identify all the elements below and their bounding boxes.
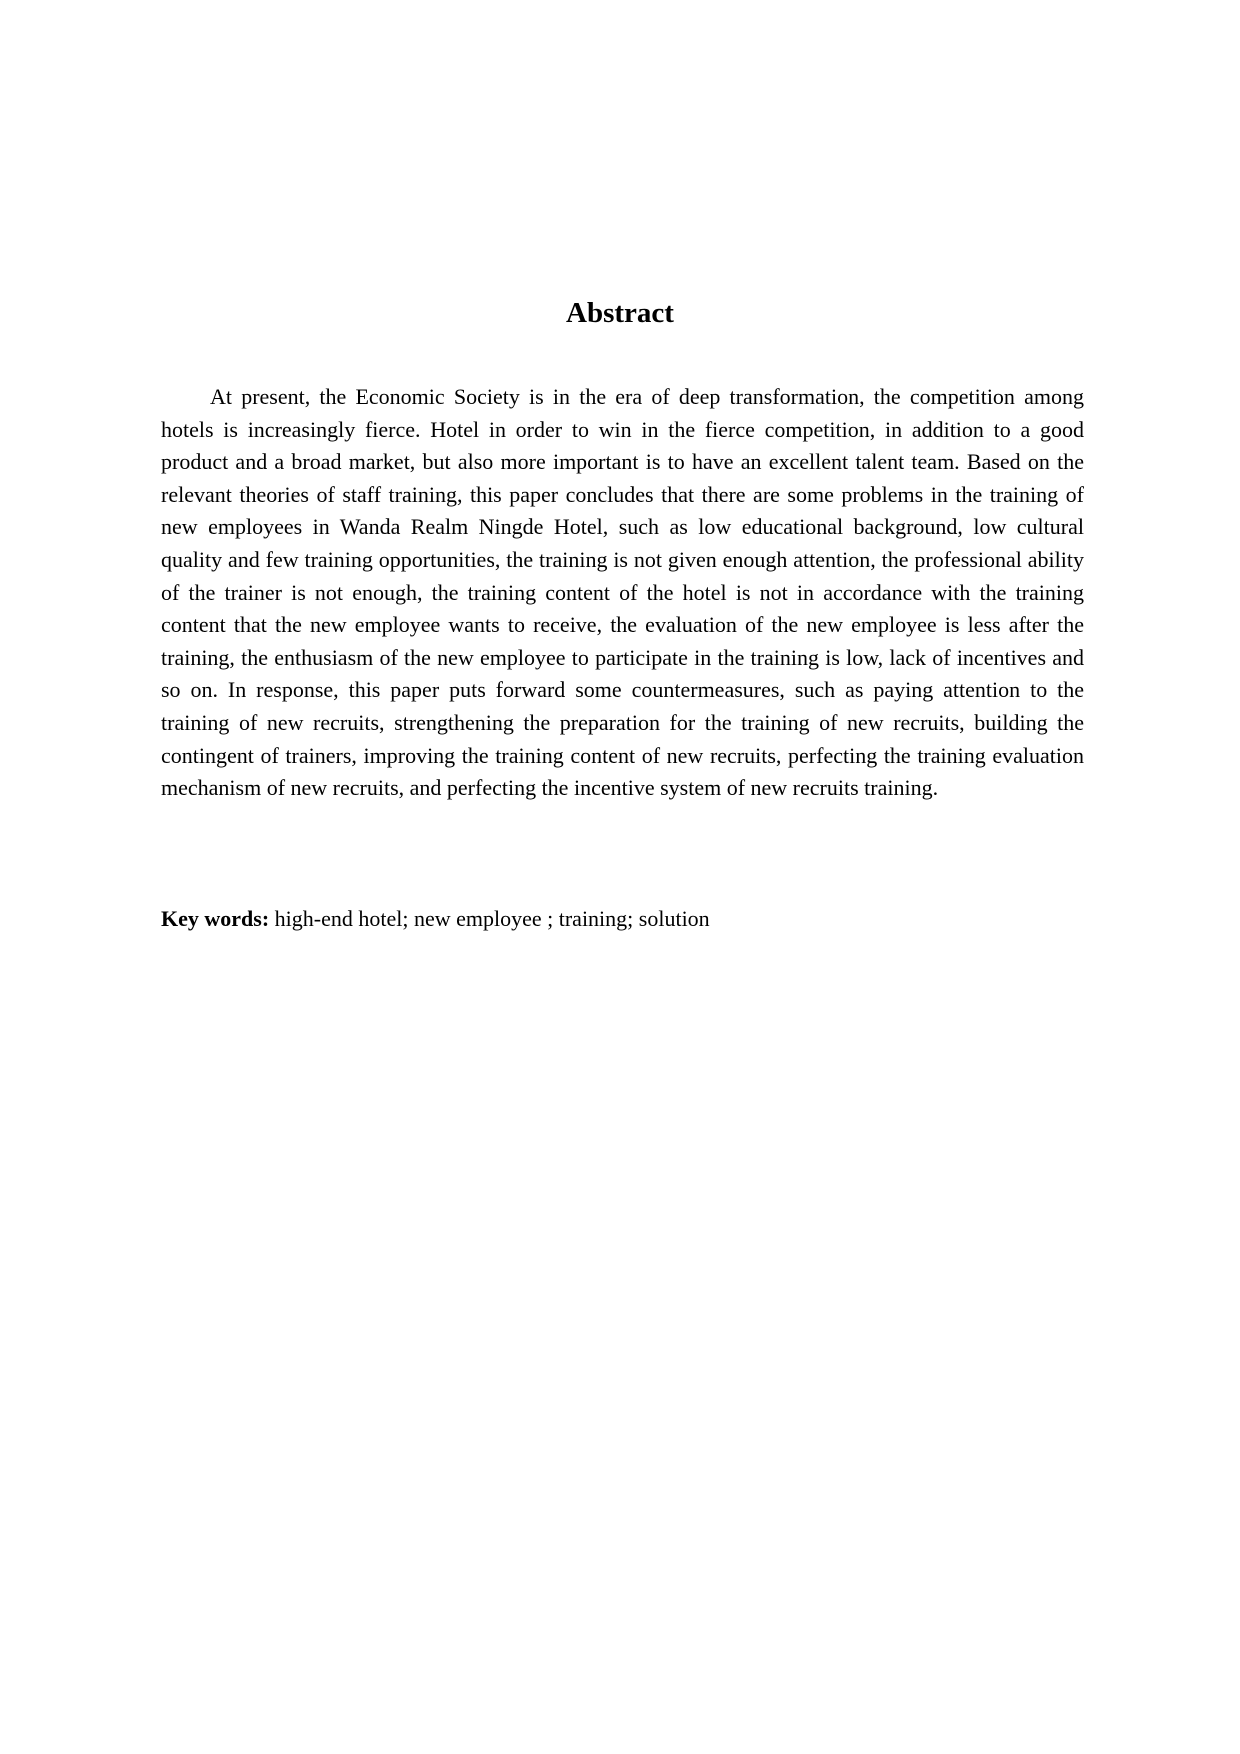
keywords-text: high-end hotel; new employee ; training; solution: [269, 906, 710, 931]
abstract-paragraph: At present, the Economic Society is in the era of deep transformation, the competition among hotels is increasingly fierce. Hotel in order to win in the fierce competition, in addition to a good product and a broad market, but also more important is to have an excellent talent team. Based on the relevant theories of staff training, this paper concludes that there are some problems in the training of new employees in Wanda Realm Ningde Hotel, such as low educational background, low cultural quality and few training opportunities, the training is not given enough attention, the professional ability of the trainer is not enough, the training content of the hotel is not in accordance with the training content that the new employee wants to receive, the evaluation of the new employee is less after the training, the enthusiasm of the new employee to participate in the training is low, lack of incentives and so on. In response, this paper puts forward some countermeasures, such as paying attention to the training of new recruits, strengthening the preparation for the training of new recruits, building the contingent of trainers, improving the training content of new recruits, perfecting the training evaluation mechanism of new recruits, and perfecting the incentive system of new recruits training.: [161, 384, 1084, 801]
keywords-line: [161, 903, 1084, 935]
keywords-label: Key words:: [161, 906, 270, 931]
abstract-title: Abstract: [566, 297, 674, 329]
